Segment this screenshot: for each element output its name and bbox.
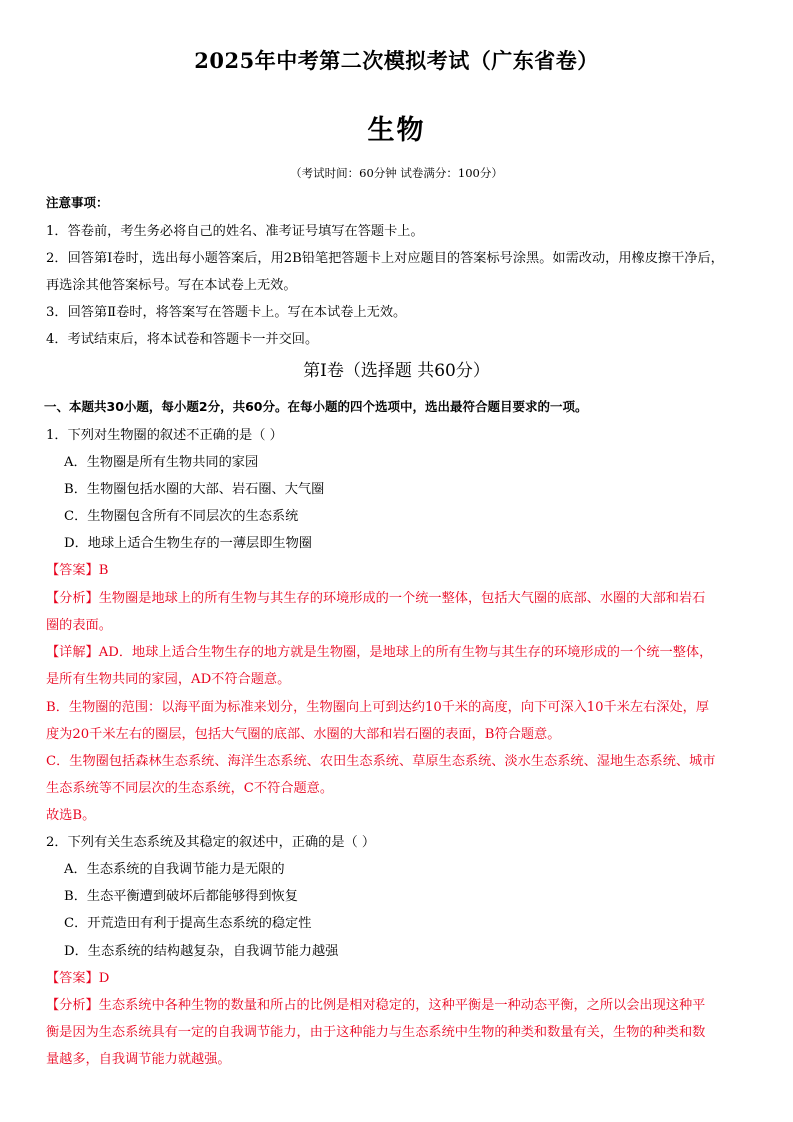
question-1-analysis-cont: 圈的表面。 <box>46 618 112 633</box>
question-1-option-b: B．生物圈包括水圈的大部、岩石圈、大气圈 <box>64 482 325 497</box>
page-title: 2025年中考第二次模拟考试（广东省卷） <box>194 48 599 73</box>
analysis-text: 生态系统中各种生物的数量和所占的比例是相对稳定的，这种平衡是一种动态平衡，之所以会出现这种平 <box>98 998 706 1013</box>
analysis-tag: 【分析】 <box>46 591 99 606</box>
answer-value: D <box>98 971 110 986</box>
question-1-stem: 1．下列对生物圈的叙述不正确的是（ ） <box>46 428 283 443</box>
question-2-analysis-cont: 量越多，自我调节能力就越强。 <box>46 1052 231 1067</box>
question-1-option-d: D．地球上适合生物生存的一薄层即生物圈 <box>64 536 312 551</box>
question-1-detail-line: 生态系统等不同层次的生态系统，C不符合题意。 <box>46 781 334 796</box>
notes-heading: 注意事项： <box>46 195 109 210</box>
question-2-option-c: C．开荒造田有利于提高生态系统的稳定性 <box>64 916 312 931</box>
question-2-analysis <box>46 994 705 1013</box>
question-2-option-d: D．生态系统的结构越复杂，自我调节能力越强 <box>64 944 339 959</box>
answer-tag: 【答案】 <box>46 971 99 986</box>
question-2-answer <box>46 967 109 986</box>
question-1-detail-line: B．生物圈的范围：以海平面为标准来划分，生物圈向上可到达约10千米的高度，向下可深入10千米左右深处，厚 <box>46 700 710 715</box>
question-1-option-c: C．生物圈包含所有不同层次的生态系统 <box>64 509 299 524</box>
detail-text: AD．地球上适合生物生存的地方就是生物圈，是地球上的所有生物与其生存的环境形成的一个统一整体， <box>98 645 713 660</box>
answer-value: B <box>98 563 109 578</box>
note-item: 2．回答第Ⅰ卷时，选出每小题答案后，用2B铅笔把答题卡上对应题目的答案标号涂黑。如需改动，用橡皮擦干净后， <box>46 251 724 266</box>
analysis-text: 生物圈是地球上的所有生物与其生存的环境形成的一个统一整体，包括大气圈的底部、水圈的大部和岩石 <box>98 591 706 606</box>
detail-tag: 【详解】 <box>46 645 99 660</box>
question-1-conclusion: 故选B。 <box>46 808 96 823</box>
note-item: 再选涂其他答案标号。写在本试卷上无效。 <box>46 278 297 293</box>
question-1-option-a: A．生物圈是所有生物共同的家园 <box>64 455 259 470</box>
subject-title: 生物 <box>367 115 426 146</box>
question-1-detail <box>46 641 712 660</box>
question-1-answer <box>46 559 108 578</box>
question-1-detail-line: C．生物圈包括森林生态系统、海洋生态系统、农田生态系统、草原生态系统、淡水生态系统、湿地生态系统、城市 <box>46 754 716 769</box>
question-2-option-b: B．生态平衡遭到破坏后都能够得到恢复 <box>64 889 298 904</box>
question-1-detail-line: 度为20千米左右的圈层，包括大气圈的底部、水圈的大部和岩石圈的表面，B符合题意。 <box>46 727 561 742</box>
question-2-option-a: A．生态系统的自我调节能力是无限的 <box>64 862 285 877</box>
question-2-analysis-cont: 衡是因为生态系统具有一定的自我调节能力，由于这种能力与生态系统中生物的种类和数量有关，生物的种类和数 <box>46 1025 706 1040</box>
note-item: 1．答卷前，考生务必将自己的姓名、准考证号填写在答题卡上。 <box>46 224 424 239</box>
question-1-detail-line: 是所有生物共同的家园，AD不符合题意。 <box>46 672 291 687</box>
section-instruction: 一、本题共30小题，每小题2分，共60分。在每小题的四个选项中，选出最符合题目要求的一项。 <box>44 399 588 414</box>
question-2-stem: 2．下列有关生态系统及其稳定的叙述中，正确的是（ ） <box>46 835 376 850</box>
note-item: 4．考试结束后，将本试卷和答题卡一并交回。 <box>46 332 319 347</box>
answer-tag: 【答案】 <box>46 563 99 578</box>
analysis-tag: 【分析】 <box>46 998 99 1013</box>
note-item: 3．回答第Ⅱ卷时，将答案写在答题卡上。写在本试卷上无效。 <box>46 305 407 320</box>
question-1-analysis <box>46 587 705 606</box>
exam-info: （考试时间：60分钟 试卷满分：100分） <box>290 166 503 180</box>
part1-title: 第Ⅰ卷（选择题 共60分） <box>303 361 490 381</box>
